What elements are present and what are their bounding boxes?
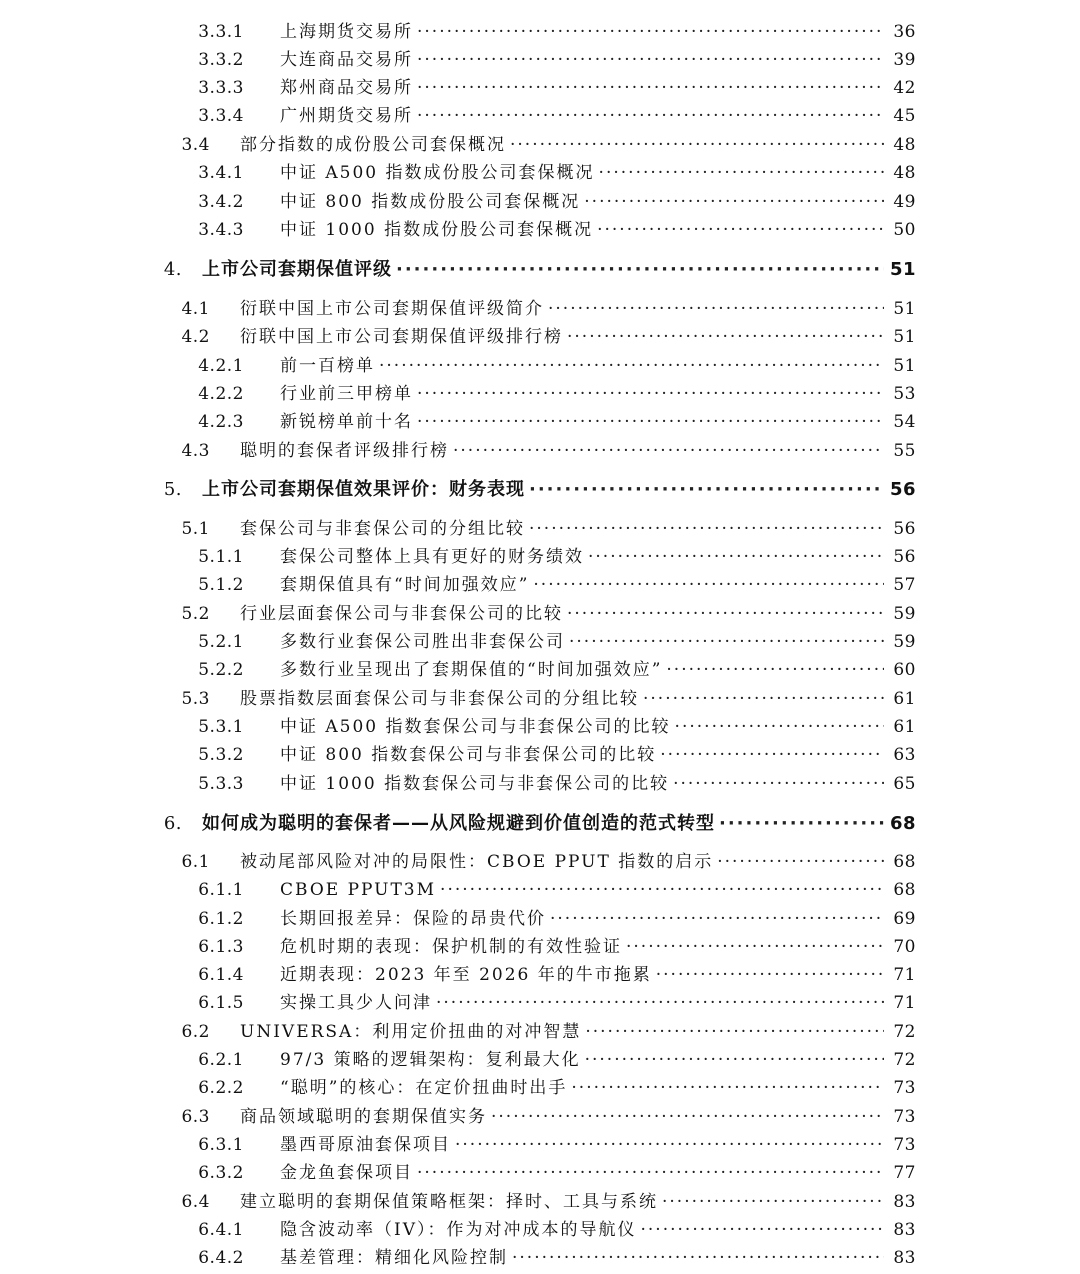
toc-entry-page: 51 [893, 299, 916, 319]
toc-entry-number: 5.3.2 [198, 745, 244, 765]
toc-entry-title: 中证 1000 指数套保公司与非套保公司的比较 [280, 774, 670, 794]
toc-entry-number: 6.3.1 [198, 1135, 244, 1155]
toc-entry-number: 3.4 [181, 135, 210, 155]
toc-entry[interactable] [0, 256, 916, 284]
toc-entry-title: 行业前三甲榜单 [280, 384, 413, 404]
toc-entry-page: 53 [893, 384, 916, 404]
toc-entry[interactable] [0, 1046, 916, 1074]
toc-entry-title: 上海期货交易所 [280, 22, 413, 42]
toc-entry-page: 72 [893, 1050, 916, 1070]
toc-dot-leader [571, 1074, 884, 1102]
toc-entry-page: 42 [893, 78, 916, 98]
toc-entry-title: 商品领域聪明的套期保值实务 [240, 1107, 487, 1127]
toc-entry-title: 建立聪明的套期保值策略框架：择时、工具与系统 [240, 1192, 658, 1212]
toc-entry-title: 中证 A500 指数成份股公司套保概况 [280, 163, 595, 183]
toc-entry-number: 4.2 [181, 327, 210, 347]
toc-entry-page: 65 [893, 774, 916, 794]
toc-entry-page: 69 [893, 909, 916, 929]
toc-dot-leader [662, 1188, 884, 1216]
toc-entry[interactable] [0, 1103, 916, 1131]
toc-entry-number: 6.1 [181, 852, 210, 872]
toc-entry-page: 73 [893, 1107, 916, 1127]
toc-dot-leader [417, 46, 884, 74]
toc-entry[interactable] [0, 628, 916, 656]
toc-dot-leader [529, 476, 884, 504]
toc-dot-leader [717, 848, 884, 876]
toc-entry-page: 68 [893, 880, 916, 900]
toc-dot-leader [597, 216, 884, 244]
toc-entry-page: 50 [893, 220, 916, 240]
toc-entry-page: 51 [893, 327, 916, 347]
toc-entry-number: 5.1.1 [198, 547, 244, 567]
toc-entry-title: CBOE PPUT3M [280, 880, 437, 900]
toc-entry[interactable] [0, 770, 916, 798]
toc-entry-title: 套保公司整体上具有更好的财务绩效 [280, 547, 584, 567]
toc-entry-number: 6.2.1 [198, 1050, 244, 1070]
toc-entry-number: 3.4.3 [198, 220, 244, 240]
toc-entry-page: 59 [893, 604, 916, 624]
toc-entry-number: 5.3.3 [198, 774, 244, 794]
toc-entry-page: 83 [893, 1220, 916, 1240]
toc-entry[interactable] [0, 989, 916, 1017]
toc-dot-leader [656, 961, 884, 989]
toc-entry[interactable] [0, 810, 916, 838]
toc-entry-title: 隐含波动率（IV）：作为对冲成本的导航仪 [280, 1220, 637, 1240]
toc-entry-title: 被动尾部风险对冲的局限性：CBOE PPUT 指数的启示 [240, 852, 714, 872]
toc-entry-title: 中证 1000 指数成份股公司套保概况 [280, 220, 594, 240]
toc-entry-page: 71 [893, 965, 916, 985]
toc-dot-leader [379, 352, 884, 380]
toc-entry-page: 61 [893, 717, 916, 737]
toc-entry-title: 新锐榜单前十名 [280, 412, 413, 432]
toc-entry[interactable] [0, 1216, 916, 1244]
toc-entry[interactable] [0, 437, 916, 465]
toc-entry[interactable] [0, 1159, 916, 1187]
toc-entry[interactable] [0, 713, 916, 741]
toc-dot-leader [584, 188, 884, 216]
toc-entry[interactable] [0, 188, 916, 216]
toc-dot-leader [529, 515, 884, 543]
toc-dot-leader [417, 102, 884, 130]
toc-dot-leader [588, 543, 884, 571]
toc-entry-number: 6.4.2 [198, 1248, 244, 1268]
toc-entry-page: 71 [893, 993, 916, 1013]
toc-dot-leader [673, 770, 884, 798]
toc-entry-page: 56 [893, 547, 916, 567]
toc-entry[interactable] [0, 1018, 916, 1046]
toc-entry-number: 5.3 [181, 689, 210, 709]
toc-entry[interactable] [0, 131, 916, 159]
toc-entry-page: 61 [893, 689, 916, 709]
toc-dot-leader [567, 600, 884, 628]
toc-entry-title: 近期表现：2023 年至 2026 年的牛市拖累 [280, 965, 652, 985]
toc-entry-page: 63 [893, 745, 916, 765]
toc-entry-number: 5.1 [181, 519, 210, 539]
toc-entry-page: 48 [893, 163, 916, 183]
toc-entry[interactable] [0, 352, 916, 380]
toc-entry-title: 危机时期的表现：保护机制的有效性验证 [280, 937, 622, 957]
toc-entry-number: 4.3 [181, 441, 210, 461]
toc-entry[interactable] [0, 1131, 916, 1159]
toc-entry[interactable] [0, 1074, 916, 1102]
toc-entry-title: 上市公司套期保值效果评价：财务表现 [202, 479, 525, 500]
toc-entry[interactable] [0, 933, 916, 961]
toc-dot-leader [417, 74, 884, 102]
toc-dot-leader [512, 1244, 884, 1272]
toc-entry-number: 6.3 [181, 1107, 210, 1127]
toc-entry-title: 衍联中国上市公司套期保值评级简介 [240, 299, 544, 319]
toc-entry-page: 51 [893, 356, 916, 376]
toc-entry-number: 4.2.2 [198, 384, 244, 404]
toc-entry-title: 墨西哥原油套保项目 [280, 1135, 451, 1155]
toc-entry-title: 长期回报差异：保险的昂贵代价 [280, 909, 546, 929]
toc-entry[interactable] [0, 600, 916, 628]
toc-dot-leader [641, 1216, 885, 1244]
toc-entry[interactable] [0, 685, 916, 713]
toc-entry-page: 45 [893, 106, 916, 126]
toc-entry-title: 中证 800 指数成份股公司套保概况 [280, 192, 581, 212]
toc-dot-leader [417, 18, 884, 46]
toc-dot-leader [417, 408, 884, 436]
toc-entry-number: 3.3.2 [198, 50, 244, 70]
toc-entry-page: 57 [893, 575, 916, 595]
toc-entry[interactable] [0, 74, 916, 102]
toc-entry-title: 广州期货交易所 [280, 106, 413, 126]
toc-entry-title: 如何成为聪明的套保者——从风险规避到价值创造的范式转型 [202, 813, 715, 834]
toc-dot-leader [626, 933, 884, 961]
toc-entry-number: 3.3.3 [198, 78, 244, 98]
toc-entry-page: 55 [893, 441, 916, 461]
toc-entry[interactable] [0, 876, 916, 904]
toc-entry[interactable] [0, 216, 916, 244]
toc-dot-leader [491, 1103, 884, 1131]
toc-entry[interactable] [0, 741, 916, 769]
toc-entry[interactable] [0, 905, 916, 933]
toc-entry-number: 5. [163, 479, 182, 500]
toc-entry[interactable] [0, 476, 916, 504]
toc-entry-page: 48 [893, 135, 916, 155]
toc-entry-title: 97/3 策略的逻辑架构：复利最大化 [280, 1050, 581, 1070]
toc-entry-title: “聪明”的核心：在定价扭曲时出手 [280, 1078, 568, 1098]
toc-entry-title: 实操工具少人问津 [280, 993, 432, 1013]
toc-entry-title: 上市公司套期保值评级 [202, 259, 392, 280]
toc-entry-page: 39 [893, 50, 916, 70]
toc-entry-page: 56 [889, 479, 916, 500]
toc-dot-leader [417, 380, 884, 408]
toc-dot-leader [550, 905, 884, 933]
toc-entry-page: 73 [893, 1135, 916, 1155]
toc-entry-number: 6.1.1 [198, 880, 244, 900]
toc-entry-page: 49 [893, 192, 916, 212]
toc-dot-leader [599, 159, 884, 187]
toc-entry-number: 3.4.1 [198, 163, 244, 183]
toc-dot-leader [567, 323, 884, 351]
toc-entry-number: 5.3.1 [198, 717, 244, 737]
toc-dot-leader [436, 989, 884, 1017]
toc-entry-number: 5.2.2 [198, 660, 244, 680]
toc-entry-number: 4.2.3 [198, 412, 244, 432]
toc-dot-leader [440, 876, 884, 904]
toc-entry[interactable] [0, 656, 916, 684]
toc-dot-leader [417, 1159, 884, 1187]
toc-entry-number: 6.3.2 [198, 1163, 244, 1183]
toc-entry-title: 部分指数的成份股公司套保概况 [240, 135, 506, 155]
toc-entry[interactable] [0, 323, 916, 351]
toc-entry-title: 衍联中国上市公司套期保值评级排行榜 [240, 327, 563, 347]
toc-entry-number: 6. [163, 813, 182, 834]
toc-dot-leader [533, 571, 884, 599]
toc-entry-number: 6.1.4 [198, 965, 244, 985]
toc-entry-page: 68 [893, 852, 916, 872]
toc-entry-title: 股票指数层面套保公司与非套保公司的分组比较 [240, 689, 639, 709]
toc-entry-number: 6.1.2 [198, 909, 244, 929]
toc-dot-leader [585, 1046, 884, 1074]
toc-entry-title: 金龙鱼套保项目 [280, 1163, 413, 1183]
toc-entry[interactable] [0, 295, 916, 323]
toc-entry-number: 5.2 [181, 604, 210, 624]
toc-dot-leader [455, 1131, 884, 1159]
toc-entry-number: 3.4.2 [198, 192, 244, 212]
toc-entry-number: 6.2 [181, 1022, 210, 1042]
toc-entry-title: 套期保值具有“时间加强效应” [280, 575, 530, 595]
toc-entry-page: 73 [893, 1078, 916, 1098]
toc-entry-number: 4.2.1 [198, 356, 244, 376]
toc-entry[interactable] [0, 408, 916, 436]
toc-entry-title: 前一百榜单 [280, 356, 375, 376]
toc-entry-page: 51 [889, 259, 916, 280]
toc-entry-title: 郑州商品交易所 [280, 78, 413, 98]
toc-entry-title: 多数行业呈现出了套期保值的“时间加强效应” [280, 660, 663, 680]
toc-entry[interactable] [0, 515, 916, 543]
toc-dot-leader [675, 713, 884, 741]
toc-entry-number: 6.1.3 [198, 937, 244, 957]
toc-dot-leader [719, 810, 884, 838]
toc-entry-title: 多数行业套保公司胜出非套保公司 [280, 632, 565, 652]
toc-entry[interactable] [0, 380, 916, 408]
toc-entry-title: 大连商品交易所 [280, 50, 413, 70]
toc-entry[interactable] [0, 961, 916, 989]
toc-entry-page: 36 [893, 22, 916, 42]
toc-entry-page: 83 [893, 1192, 916, 1212]
toc-entry[interactable] [0, 848, 916, 876]
toc-entry-number: 4.1 [181, 299, 210, 319]
toc-dot-leader [510, 131, 884, 159]
toc-entry-number: 6.4.1 [198, 1220, 244, 1240]
toc-entry[interactable] [0, 46, 916, 74]
toc-entry-title: UNIVERSA：利用定价扭曲的对冲智慧 [240, 1022, 582, 1042]
toc-entry[interactable] [0, 543, 916, 571]
toc-dot-leader [453, 437, 884, 465]
toc-dot-leader [569, 628, 884, 656]
toc-entry-page: 70 [893, 937, 916, 957]
toc-entry-title: 中证 A500 指数套保公司与非套保公司的比较 [280, 717, 671, 737]
toc-entry-title: 行业层面套保公司与非套保公司的比较 [240, 604, 563, 624]
toc-dot-leader [660, 741, 884, 769]
toc-entry-number: 4. [163, 259, 182, 280]
toc-dot-leader [666, 656, 884, 684]
toc-dot-leader [396, 256, 884, 284]
toc-entry-title: 聪明的套保者评级排行榜 [240, 441, 449, 461]
toc-entry[interactable] [0, 1244, 916, 1272]
toc-entry-number: 6.2.2 [198, 1078, 244, 1098]
toc-entry-page: 83 [893, 1248, 916, 1268]
toc-entry[interactable] [0, 571, 916, 599]
toc-entry-title: 中证 800 指数套保公司与非套保公司的比较 [280, 745, 657, 765]
toc-dot-leader [548, 295, 884, 323]
toc-entry-page: 68 [889, 813, 916, 834]
toc-entry-page: 77 [893, 1163, 916, 1183]
toc-entry-page: 60 [893, 660, 916, 680]
toc-entry[interactable] [0, 102, 916, 130]
toc-entry-number: 5.2.1 [198, 632, 244, 652]
toc-entry[interactable] [0, 1188, 916, 1216]
toc-entry-title: 基差管理：精细化风险控制 [280, 1248, 508, 1268]
toc-entry-page: 54 [893, 412, 916, 432]
toc-entry-number: 3.3.1 [198, 22, 244, 42]
toc-entry-page: 72 [893, 1022, 916, 1042]
toc-entry-number: 6.4 [181, 1192, 210, 1212]
toc-entry[interactable] [0, 18, 916, 46]
toc-dot-leader [643, 685, 884, 713]
toc-entry-page: 59 [893, 632, 916, 652]
toc-entry-number: 3.3.4 [198, 106, 244, 126]
toc-entry-page: 56 [893, 519, 916, 539]
toc-dot-leader [585, 1018, 884, 1046]
toc-entry-title: 套保公司与非套保公司的分组比较 [240, 519, 525, 539]
toc-entry[interactable] [0, 159, 916, 187]
toc-entry-number: 6.1.5 [198, 993, 244, 1013]
toc-entry-number: 5.1.2 [198, 575, 244, 595]
